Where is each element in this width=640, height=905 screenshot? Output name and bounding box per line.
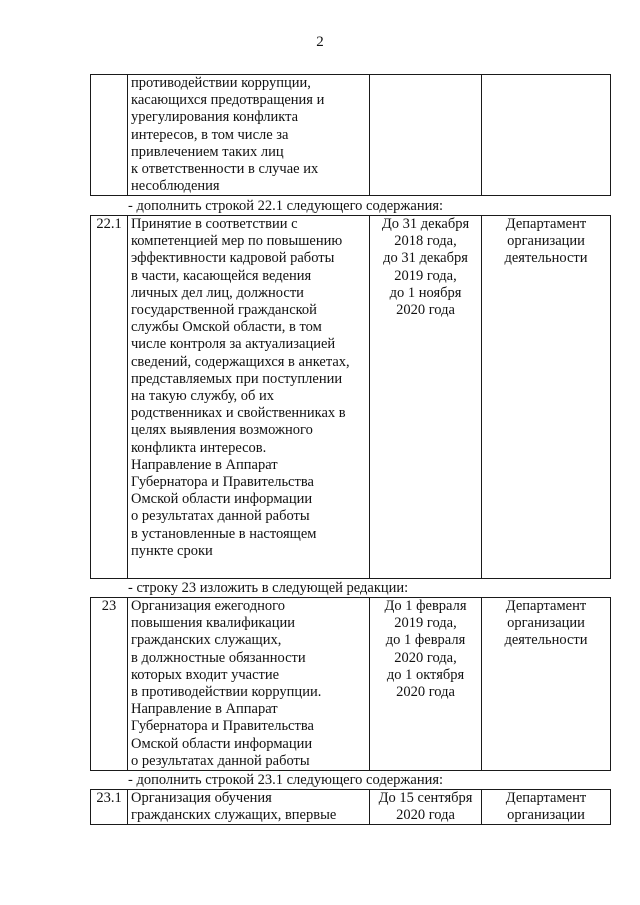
instruction-add-23-1: - дополнить строкой 23.1 следующего содержания:: [128, 772, 444, 788]
deadline-cell: [370, 75, 482, 196]
measure-text: Организация обучения гражданских служащих, впервые: [128, 790, 370, 825]
page-number: 2: [316, 34, 324, 50]
table-row-23: [91, 598, 611, 771]
executor-cell: [482, 75, 611, 196]
measure-text: Принятие в соответствии с компетенцией мер по повышению эффективности кадровой работы в части, касающейся ведения личных дел лиц, должности государственной гражданской службы Омской области, в том числе контроля за актуализацией сведений, содержащихся в анкетах, представляемых при поступлении на такую службу, об их родственниках и свойственниках в целях выявления возможного конфликта интересов. Направление в Аппарат Губернатора и Правительства Омской области информации о результатах данной работы в установленные в настоящем пункте сроки: [128, 216, 370, 579]
deadline-cell: До 15 сентября 2020 года: [370, 790, 482, 825]
executor-cell: Департамент организации: [482, 790, 611, 825]
executor-cell: Департамент организации деятельности: [482, 598, 611, 771]
table-segment-4: [90, 789, 611, 825]
table-row-23-1: [91, 790, 611, 825]
row-number: [91, 75, 128, 196]
table-segment-2: [90, 215, 611, 579]
executor-cell: Департамент организации деятельности: [482, 216, 611, 579]
instruction-replace-23: - строку 23 изложить в следующей редакции:: [128, 580, 409, 596]
table-segment-1: [90, 74, 611, 196]
table-segment-3: [90, 597, 611, 771]
table-row-22-1: [91, 216, 611, 579]
measure-text: противодействии коррупции, касающихся предотвращения и урегулирования конфликта интересов, в том числе за привлечением таких лиц к ответственности в случае их несоблюдения: [128, 75, 370, 196]
instruction-add-22-1: - дополнить строкой 22.1 следующего содержания:: [128, 198, 444, 214]
deadline-cell: До 1 февраля 2019 года, до 1 февраля 2020 года, до 1 октября 2020 года: [370, 598, 482, 771]
row-number: 23: [91, 598, 128, 771]
table-row-continuation: [91, 75, 611, 196]
row-number: 23.1: [91, 790, 128, 825]
row-number: 22.1: [91, 216, 128, 579]
deadline-cell: До 31 декабря 2018 года, до 31 декабря 2019 года, до 1 ноября 2020 года: [370, 216, 482, 579]
measure-text: Организация ежегодного повышения квалификации гражданских служащих, в должностные обязанности которых входит участие в противодействии коррупции. Направление в Аппарат Губернатора и Правительства Омской области информации о результатах данной работы: [128, 598, 370, 771]
